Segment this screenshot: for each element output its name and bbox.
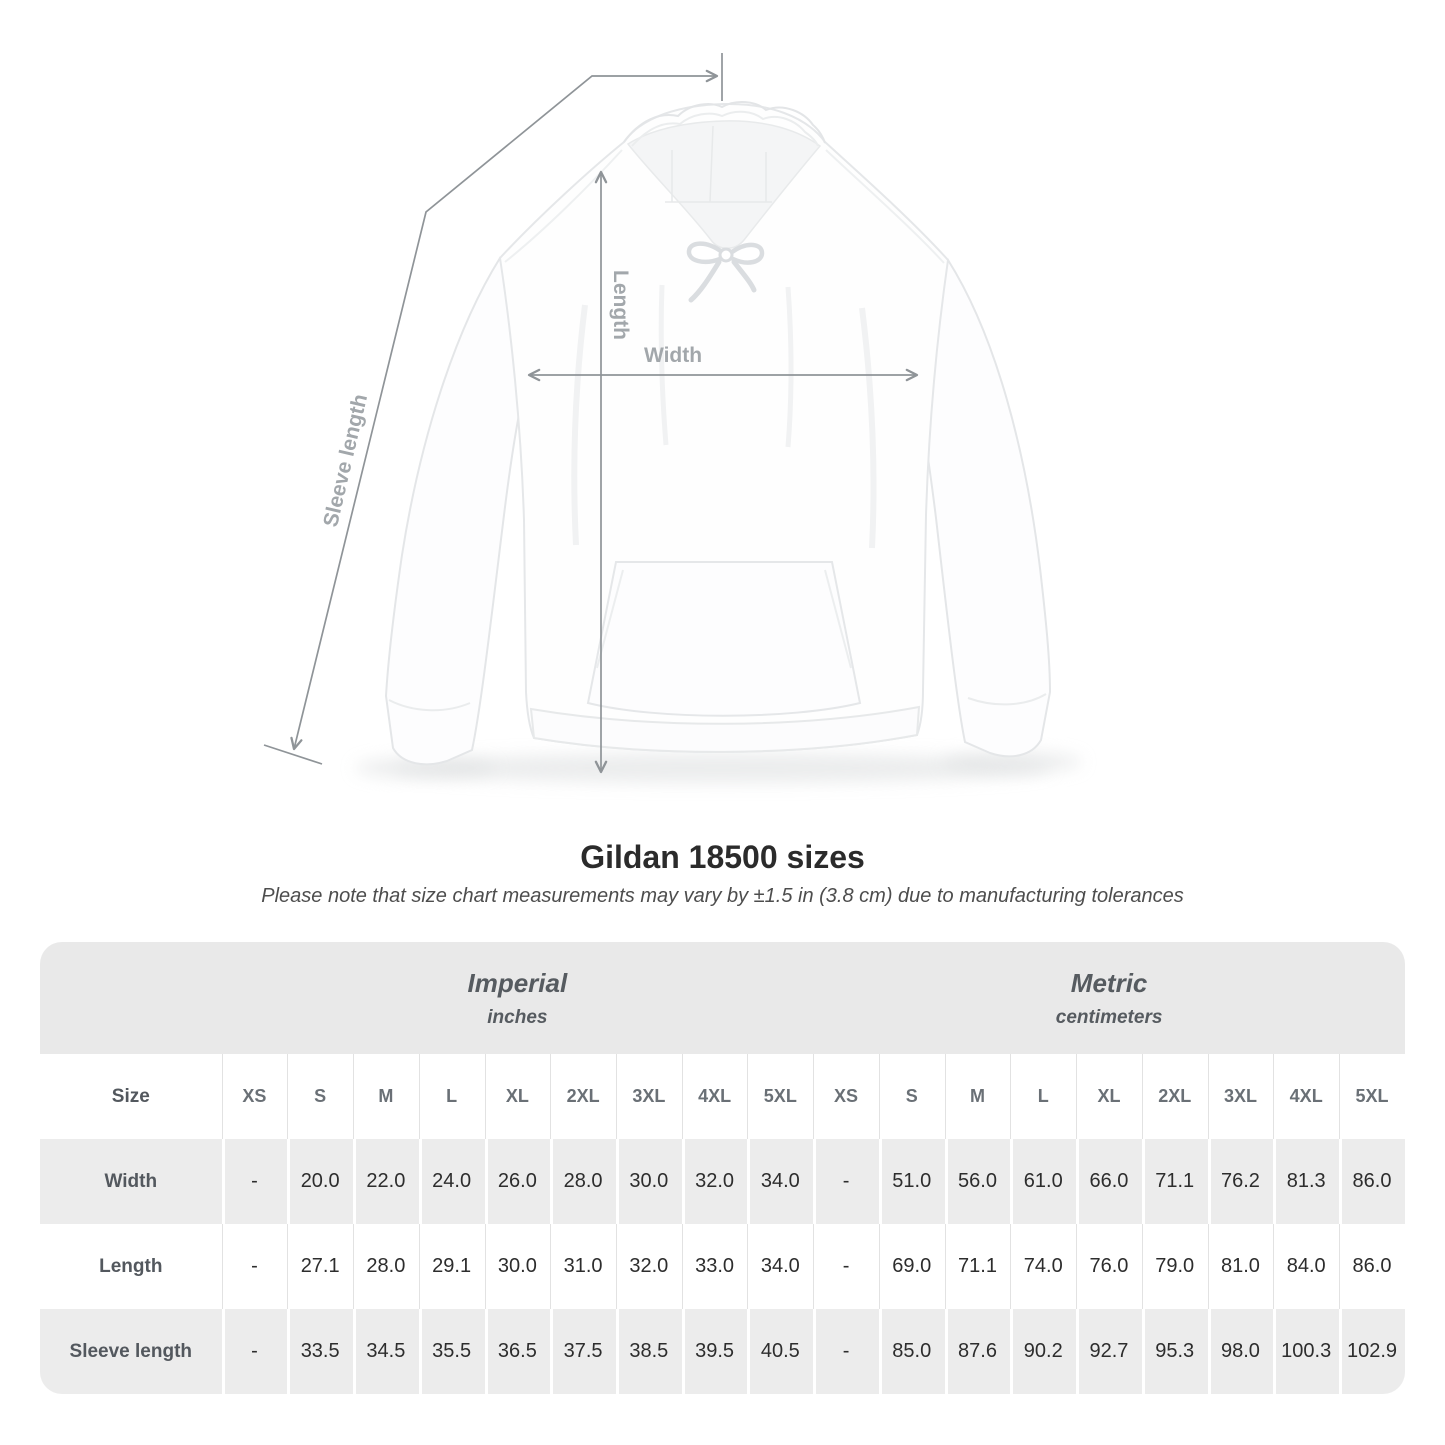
size-header: M [353, 1054, 419, 1139]
hoodie-shadow [355, 751, 1082, 783]
value-cell: 39.5 [682, 1309, 748, 1394]
size-header: 5XL [747, 1054, 813, 1139]
value-cell: - [813, 1309, 879, 1394]
value-cell: 69.0 [879, 1224, 945, 1309]
sleeve-length-label: Sleeve length [319, 391, 373, 530]
imperial-section-header [222, 942, 814, 1054]
length-label: Length [609, 270, 632, 340]
row-label: Sleeve length [40, 1309, 222, 1394]
value-cell: - [222, 1139, 288, 1224]
value-cell: 32.0 [616, 1224, 682, 1309]
value-cell: 84.0 [1273, 1224, 1339, 1309]
value-cell: 102.9 [1339, 1309, 1405, 1394]
table-row-length [40, 1224, 1405, 1309]
size-column-label: Size [40, 1054, 222, 1139]
size-header: 5XL [1339, 1054, 1405, 1139]
size-header: 2XL [550, 1054, 616, 1139]
metric-section-unit: centimeters [1055, 1006, 1163, 1028]
value-cell: 76.0 [1076, 1224, 1142, 1309]
size-header: S [287, 1054, 353, 1139]
table-row-sleeve-length [40, 1309, 1405, 1394]
value-cell: 90.2 [1010, 1309, 1076, 1394]
value-cell: 37.5 [550, 1309, 616, 1394]
value-cell: 86.0 [1339, 1139, 1405, 1224]
value-cell: - [813, 1139, 879, 1224]
size-header: 3XL [1208, 1054, 1274, 1139]
page-title: Gildan 18500 sizes [580, 839, 865, 875]
sleeve-bottom-tick [264, 745, 322, 764]
value-cell: 51.0 [879, 1139, 945, 1224]
size-header: 4XL [1273, 1054, 1339, 1139]
width-label: Width [643, 344, 703, 367]
value-cell: 79.0 [1142, 1224, 1208, 1309]
size-header: L [1010, 1054, 1076, 1139]
size-header: 3XL [616, 1054, 682, 1139]
value-cell: 34.0 [747, 1224, 813, 1309]
size-header-row [40, 1054, 1405, 1139]
metric-section-title: Metric [1070, 967, 1148, 998]
value-cell: 86.0 [1339, 1224, 1405, 1309]
metric-section-header [813, 942, 1405, 1054]
value-cell: 31.0 [550, 1224, 616, 1309]
imperial-section-unit: inches [487, 1006, 548, 1028]
value-cell: 30.0 [616, 1139, 682, 1224]
value-cell: 29.1 [419, 1224, 485, 1309]
size-header: L [419, 1054, 485, 1139]
value-cell: 56.0 [945, 1139, 1011, 1224]
value-cell: 98.0 [1208, 1309, 1274, 1394]
value-cell: 34.0 [747, 1139, 813, 1224]
row-label: Width [40, 1139, 222, 1224]
value-cell: 32.0 [682, 1139, 748, 1224]
value-cell: 30.0 [485, 1224, 551, 1309]
size-header: 4XL [682, 1054, 748, 1139]
value-cell: - [222, 1309, 288, 1394]
value-cell: 33.0 [682, 1224, 748, 1309]
value-cell: 71.1 [945, 1224, 1011, 1309]
value-cell: 74.0 [1010, 1224, 1076, 1309]
value-cell: - [222, 1224, 288, 1309]
value-cell: 66.0 [1076, 1139, 1142, 1224]
value-cell: 38.5 [616, 1309, 682, 1394]
table-row-width [40, 1139, 1405, 1224]
value-cell: 20.0 [287, 1139, 353, 1224]
value-cell: 92.7 [1076, 1309, 1142, 1394]
value-cell: 36.5 [485, 1309, 551, 1394]
page-subtitle: Please note that size chart measurements may vary by ±1.5 in (3.8 cm) due to manufacturing tolerances [261, 885, 1184, 907]
size-header: XS [813, 1054, 879, 1139]
value-cell: - [813, 1224, 879, 1309]
size-header: 2XL [1142, 1054, 1208, 1139]
value-cell: 76.2 [1208, 1139, 1274, 1224]
kangaroo-pocket [588, 562, 860, 716]
size-header: S [879, 1054, 945, 1139]
value-cell: 22.0 [353, 1139, 419, 1224]
value-cell: 27.1 [287, 1224, 353, 1309]
value-cell: 81.0 [1208, 1224, 1274, 1309]
size-header: XL [1076, 1054, 1142, 1139]
value-cell: 33.5 [287, 1309, 353, 1394]
value-cell: 100.3 [1273, 1309, 1339, 1394]
table-corner-spacer [40, 942, 222, 1054]
value-cell: 61.0 [1010, 1139, 1076, 1224]
value-cell: 95.3 [1142, 1309, 1208, 1394]
size-chart-table [40, 942, 1405, 1394]
value-cell: 28.0 [550, 1139, 616, 1224]
value-cell: 34.5 [353, 1309, 419, 1394]
size-header: M [945, 1054, 1011, 1139]
value-cell: 35.5 [419, 1309, 485, 1394]
value-cell: 40.5 [747, 1309, 813, 1394]
value-cell: 87.6 [945, 1309, 1011, 1394]
value-cell: 28.0 [353, 1224, 419, 1309]
value-cell: 81.3 [1273, 1139, 1339, 1224]
size-header: XL [485, 1054, 551, 1139]
value-cell: 26.0 [485, 1139, 551, 1224]
unit-header-row [40, 942, 1405, 1054]
value-cell: 24.0 [419, 1139, 485, 1224]
value-cell: 85.0 [879, 1309, 945, 1394]
row-label: Length [40, 1224, 222, 1309]
imperial-section-title: Imperial [467, 967, 568, 998]
size-header: XS [222, 1054, 288, 1139]
value-cell: 71.1 [1142, 1139, 1208, 1224]
